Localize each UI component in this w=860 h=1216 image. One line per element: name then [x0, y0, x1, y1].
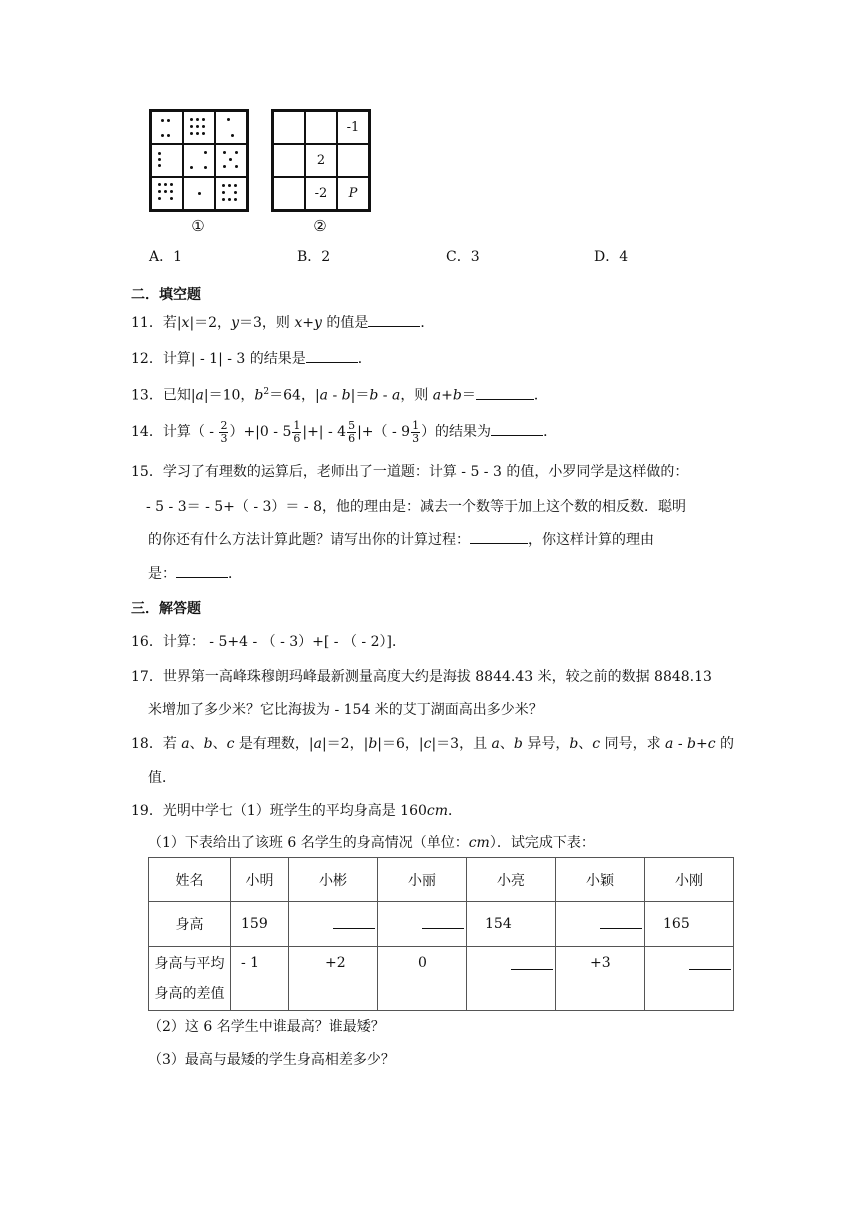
- table-header-row: [149, 858, 734, 902]
- question-17-line-2: 米增加了多少米？它比海拔为 - 154 米的艾丁湖面高出多少米？: [148, 702, 543, 718]
- question-17-line-1: 17．世界第一高峰珠穆朗玛峰最新测量高度大约是海拔 8844.43 米，较之前的数据 8848.13: [131, 669, 712, 685]
- table-cell-blank[interactable]: [378, 902, 467, 947]
- fraction: $\frac{1}{3}$: [412, 418, 420, 445]
- grid1-cell: [151, 144, 183, 177]
- table-header-cell: 小彬: [289, 858, 378, 902]
- row-label-line: 身高与平均: [154, 955, 225, 972]
- section-heading-answer: 三．解答题: [131, 601, 201, 617]
- grid1-cell: [183, 177, 215, 210]
- question-18-line-1: 18．若 a、b、c 是有理数，|a|＝2，|b|＝6，|c|＝3，且 a、b 异号，b、c 同号，求 a - b+c 的: [131, 736, 735, 752]
- table-row-label: [149, 947, 231, 1011]
- table-cell: 154: [467, 902, 556, 947]
- fraction: $\frac{1}{6}$: [293, 418, 301, 445]
- grid2-cell: P: [337, 177, 369, 210]
- grid2-cell: [273, 144, 305, 177]
- grid2-cell: [337, 144, 369, 177]
- grid1-cell: [183, 111, 215, 144]
- option-b: B．2: [297, 249, 331, 265]
- table-cell: - 1: [231, 947, 289, 1011]
- grid1-cell: [215, 111, 247, 144]
- question-11: 11．若|x|＝2，y＝3，则 x+y 的值是 ．: [131, 315, 435, 331]
- grid2-cell: -2: [305, 177, 337, 210]
- table-header-cell: 小刚: [645, 858, 734, 902]
- grid2-cell: [273, 177, 305, 210]
- table-row-height: [149, 902, 734, 947]
- option-a: A．1: [149, 249, 183, 265]
- question-15-line-2: - 5 - 3＝ - 5+（ - 3）＝ - 8，他的理由是：减去一个数等于加上这个数的相反数．聪明: [146, 499, 686, 515]
- answer-blank[interactable]: [470, 543, 528, 544]
- number-grid-2: [271, 109, 371, 212]
- option-c: C．3: [446, 249, 480, 265]
- table-header-cell: 小亮: [467, 858, 556, 902]
- table-cell-blank[interactable]: [645, 947, 734, 1011]
- fraction: $\frac{2}{3}$: [220, 418, 228, 445]
- table-cell-blank[interactable]: [289, 902, 378, 947]
- section-heading-fill-in: 二．填空题: [131, 287, 201, 303]
- question-19-part-3: （3）最高与最矮的学生身高相差多少？: [148, 1052, 395, 1068]
- table-cell-blank[interactable]: [556, 902, 645, 947]
- option-d: D．4: [594, 249, 629, 265]
- table-cell: +2: [289, 947, 378, 1011]
- table-row-label: 身高: [149, 902, 231, 947]
- table-header-cell: 小明: [231, 858, 289, 902]
- table-cell: +3: [556, 947, 645, 1011]
- grid2-cell: [273, 111, 305, 144]
- question-15-line-3: 的你还有什么方法计算此题？请写出你的计算过程： ，你这样计算的理由: [148, 532, 654, 548]
- dice-grid-1: [149, 109, 249, 212]
- grid1-cell: [215, 177, 247, 210]
- height-table: [148, 857, 734, 1011]
- fraction: $\frac{5}{6}$: [348, 418, 356, 445]
- question-16: 16．计算： - 5+4 - （ - 3）+[ - （ - 2）]．: [131, 634, 406, 650]
- grid1-cell: [183, 144, 215, 177]
- grid1-cell: [215, 144, 247, 177]
- table-row-difference: [149, 947, 734, 1011]
- row-label-line: 身高的差值: [154, 985, 225, 1002]
- question-19-part-2: （2）这 6 名学生中谁最高？谁最矮？: [148, 1019, 385, 1035]
- grid1-cell: [151, 177, 183, 210]
- question-15-line-4: 是： ．: [148, 566, 242, 582]
- table-cell: 165: [645, 902, 734, 947]
- question-12: 12．计算| - 1| - 3 的结果是 ．: [131, 351, 372, 367]
- question-18-line-2: 值．: [148, 770, 176, 786]
- answer-blank[interactable]: [306, 362, 358, 363]
- question-19-part-1: （1）下表给出了该班 6 名学生的身高情况（单位：cm）．试完成下表：: [148, 835, 595, 851]
- question-13: 13．已知|a|＝10，$b^2=64$，|a - b|＝b - a，则 a+b＝ ．: [131, 387, 548, 404]
- question-14: 14．计算（ - $\frac{2}{3}$ ）+|0 - 5 $\frac{1}{6}$ |+| - 4 $\frac{5}{6}$ |+（ - 9 $\frac{1}{3}$ ）的结果为 ．: [131, 418, 558, 445]
- table-header-cell: 小丽: [378, 858, 467, 902]
- table-cell: 0: [378, 947, 467, 1011]
- answer-blank[interactable]: [476, 399, 534, 400]
- table-cell: 159: [231, 902, 289, 947]
- question-15-line-1: 15．学习了有理数的运算后，老师出了一道题：计算 - 5 - 3 的值，小罗同学是这样做的：: [131, 464, 689, 480]
- answer-blank[interactable]: [368, 326, 420, 327]
- grid2-cell: -1: [337, 111, 369, 144]
- grid2-cell: [305, 111, 337, 144]
- question-19-line-1: 19．光明中学七（1）班学生的平均身高是 160cm．: [131, 803, 463, 819]
- grid2-cell: 2: [305, 144, 337, 177]
- answer-blank[interactable]: [176, 577, 228, 578]
- table-header-cell: 小颖: [556, 858, 645, 902]
- grid1-cell: [151, 111, 183, 144]
- grid1-caption: ①: [191, 217, 205, 235]
- answer-blank[interactable]: [491, 435, 543, 436]
- table-header-cell: 姓名: [149, 858, 231, 902]
- table-cell-blank[interactable]: [467, 947, 556, 1011]
- grid2-caption: ②: [313, 217, 327, 235]
